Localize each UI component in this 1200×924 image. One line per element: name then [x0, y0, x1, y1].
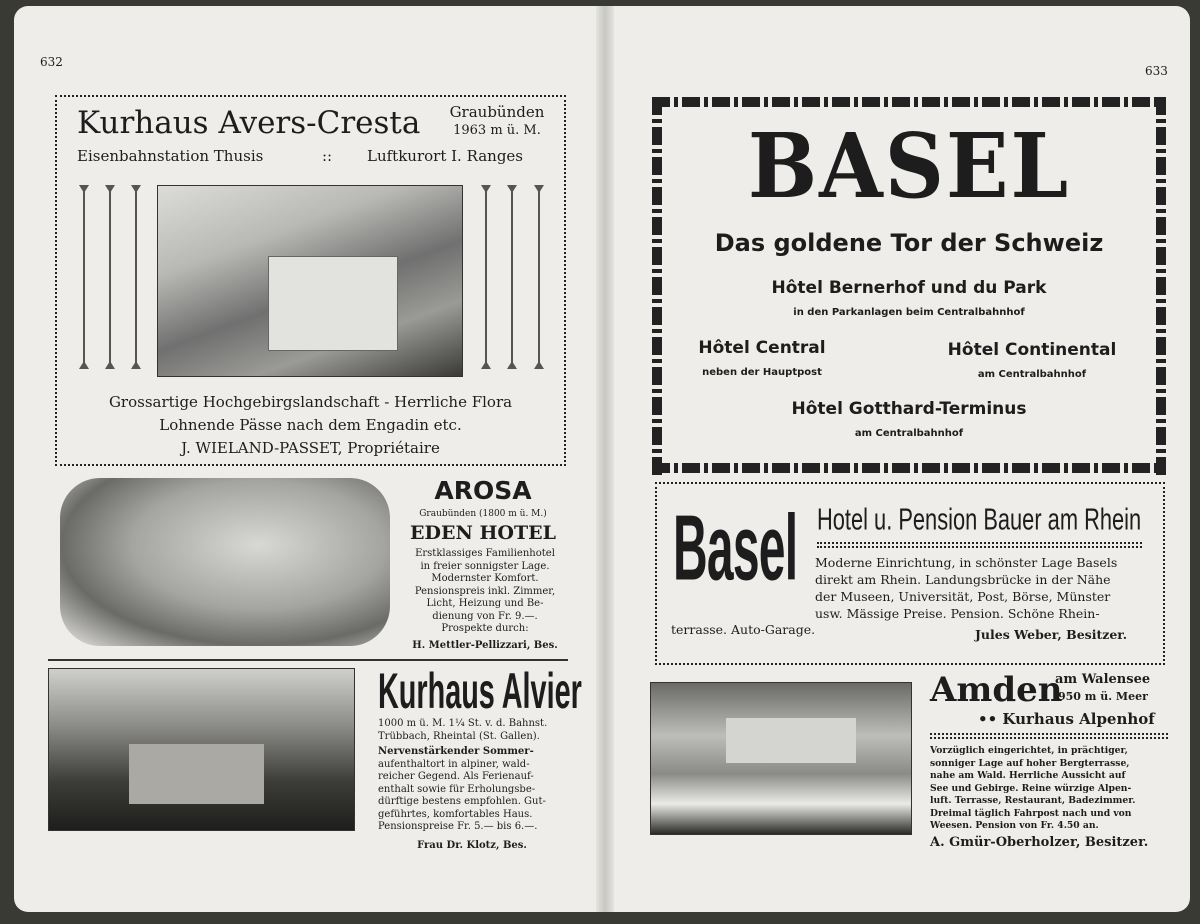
- ornamental-border: [652, 97, 1166, 107]
- amden-owner: A. Gmür-Oberholzer, Besitzer.: [930, 835, 1149, 850]
- hotel-bernerhof: Hôtel Bernerhof und du Park: [771, 278, 1047, 298]
- bauer-line: Moderne Einrichtung, in schönster Lage Basels: [815, 555, 1118, 570]
- amden-title: Amden: [930, 670, 1063, 710]
- ad-avers-cresta: [55, 95, 566, 466]
- arosa-description: [405, 548, 565, 652]
- triangle-ornament-icon: [481, 361, 491, 369]
- alvier-owner: Frau Dr. Klotz, Bes.: [417, 839, 527, 851]
- arosa-line: Modernster Komfort.: [431, 573, 539, 584]
- avers-station: Eisenbahnstation Thusis: [77, 147, 264, 165]
- amden-line: Dreimal täglich Fahrpost nach und von: [930, 807, 1132, 819]
- hotel-central-sub: neben der Hauptpost: [702, 367, 822, 378]
- page-number-right: 633: [1145, 64, 1168, 78]
- avers-line-2: Lohnende Pässe nach dem Engadin etc.: [159, 416, 462, 434]
- alvier-line: enthalt sowie für Erholungsbe-: [378, 783, 536, 795]
- bauer-title: Hotel u. Pension Bauer am Rhein: [817, 502, 1142, 537]
- bauer-line: usw. Mässige Preise. Pension. Schöne Rhein-: [815, 606, 1100, 621]
- basel-subtitle: Das goldene Tor der Schweiz: [714, 229, 1104, 257]
- arosa-line: dienung von Fr. 9.—.: [432, 610, 538, 622]
- arosa-line: Prospekte durch:: [441, 623, 529, 634]
- alvier-title: Kurhaus Alvier: [378, 664, 582, 719]
- hotel-central: Hôtel Central: [698, 338, 826, 358]
- alvier-line: 1000 m ü. M. 1¼ St. v. d. Bahnst.: [378, 718, 548, 729]
- hotel-continental: Hôtel Continental: [947, 340, 1117, 360]
- amden-photo: [650, 682, 912, 835]
- amden-description: [930, 745, 1170, 833]
- alvier-line: Pensionspreise Fr. 5.— bis 6.—.: [378, 821, 538, 832]
- triangle-ornament-icon: [131, 185, 141, 193]
- triangle-ornament-icon: [507, 185, 517, 193]
- book-gutter: [596, 6, 614, 912]
- alvier-line: Trübbach, Rheintal (St. Gallen).: [378, 730, 540, 742]
- avers-sep: ::: [322, 147, 333, 165]
- ad-basel-hotels: [652, 97, 1166, 475]
- hotel-building: [268, 256, 398, 351]
- arosa-hotel: EDEN HOTEL: [410, 522, 556, 544]
- hotel-gotthard: Hôtel Gotthard-Terminus: [791, 399, 1027, 419]
- amden-line: Vorzüglich eingerichtet, in prächtiger,: [930, 745, 1128, 756]
- bauer-last-line: terrasse. Auto-Garage.: [671, 622, 816, 637]
- decorative-line: [511, 191, 513, 366]
- triangle-ornament-icon: [105, 361, 115, 369]
- alvier-photo: [48, 668, 355, 831]
- avers-rank: Luftkurort I. Ranges: [367, 147, 523, 165]
- arosa-illustration: [60, 478, 390, 646]
- amden-building: [726, 718, 856, 763]
- bauer-line: direkt am Rhein. Landungsbrücke in der Nähe: [815, 572, 1111, 587]
- triangle-ornament-icon: [534, 361, 544, 369]
- alvier-building: [129, 744, 264, 804]
- hotel-gotthard-sub: am Centralbahnhof: [854, 428, 964, 439]
- alvier-line: reicher Gegend. Als Ferienauf-: [378, 771, 534, 782]
- decorative-line: [538, 191, 540, 366]
- amden-line: See und Gebirge. Reine würzige Alpen-: [930, 782, 1132, 794]
- dotted-separator: [930, 733, 1168, 739]
- hotel-bernerhof-sub: in den Parkanlagen beim Centralbahnhof: [793, 307, 1025, 318]
- alvier-line: geführtes, komfortables Haus.: [378, 808, 533, 820]
- dotted-separator: [817, 542, 1142, 548]
- bauer-owner: Jules Weber, Besitzer.: [975, 627, 1128, 642]
- arosa-sub: Graubünden (1800 m ü. M.): [419, 509, 547, 519]
- amden-line: luft. Terrasse, Restaurant, Badezimmer.: [930, 795, 1136, 806]
- avers-title: Kurhaus Avers-Cresta: [77, 105, 421, 141]
- decorative-line: [135, 191, 137, 366]
- arosa-line: Licht, Heizung und Be-: [426, 598, 544, 609]
- arosa-line: in freier sonnigster Lage.: [420, 560, 550, 572]
- alvier-line: dürftige bestens empfohlen. Gut-: [378, 796, 546, 807]
- amden-loc1: am Walensee: [1055, 672, 1151, 687]
- alvier-line: Nervenstärkender Sommer-: [378, 746, 534, 757]
- triangle-ornament-icon: [79, 361, 89, 369]
- arosa-line: Erstklassiges Familienhotel: [415, 548, 555, 559]
- bauer-line: der Museen, Universität, Post, Börse, Münster: [815, 589, 1111, 604]
- arosa-owner: H. Mettler-Pellizzari, Bes.: [412, 639, 558, 651]
- ad-hotel-bauer: [655, 482, 1165, 665]
- avers-altitude: 1963 m ü. M.: [453, 123, 541, 138]
- alvier-line: aufenthaltort in alpiner, wald-: [378, 758, 530, 770]
- basel-title: BASEL: [747, 115, 1071, 219]
- decorative-line: [83, 191, 85, 366]
- triangle-ornament-icon: [534, 185, 544, 193]
- avers-proprietor: J. WIELAND-PASSET, Propriétaire: [181, 439, 440, 457]
- triangle-ornament-icon: [131, 361, 141, 369]
- hotel-continental-sub: am Centralbahnhof: [977, 369, 1087, 380]
- amden-line: Weesen. Pension von Fr. 4.50 an.: [930, 820, 1099, 831]
- arosa-line: Pensionspreis inkl. Zimmer,: [414, 585, 556, 597]
- bauer-city: Basel: [673, 495, 798, 600]
- avers-region: Graubünden: [449, 103, 545, 121]
- amden-hotel: •• Kurhaus Alpenhof: [978, 710, 1155, 728]
- decorative-line: [109, 191, 111, 366]
- avers-hotel-photo: [157, 185, 463, 377]
- triangle-ornament-icon: [79, 185, 89, 193]
- triangle-ornament-icon: [481, 185, 491, 193]
- triangle-ornament-icon: [105, 185, 115, 193]
- divider: [48, 659, 568, 661]
- ornamental-border: [652, 463, 1166, 473]
- page-number-left: 632: [40, 55, 63, 69]
- alvier-description: [378, 718, 566, 852]
- bauer-description: [815, 554, 1145, 622]
- decorative-line: [485, 191, 487, 366]
- amden-loc2: 950 m ü. Meer: [1058, 690, 1148, 703]
- avers-line-1: Grossartige Hochgebirgslandschaft - Herrliche Flora: [108, 393, 513, 411]
- arosa-title: AROSA: [434, 476, 532, 505]
- amden-line: nahe am Wald. Herrliche Aussicht auf: [930, 770, 1126, 781]
- triangle-ornament-icon: [507, 361, 517, 369]
- amden-line: sonniger Lage auf hoher Bergterrasse,: [930, 757, 1130, 769]
